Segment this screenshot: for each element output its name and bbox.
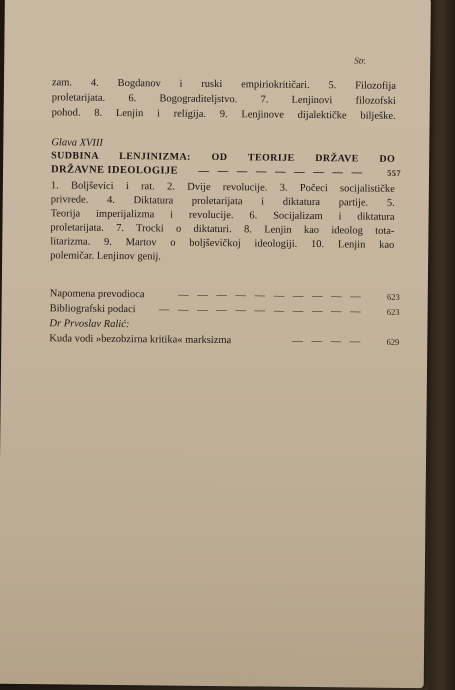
toc-text-line: proletarijata. 6. Bogograditeljstvo. 7. Lenjinovi filozofski bbox=[51, 92, 396, 107]
toc-entry-title: Bibliografski podaci bbox=[49, 303, 136, 316]
toc-text-line: privrede. 4. Diktatura proletarijata i diktatura partije. 5. bbox=[50, 194, 395, 209]
toc-text-line: Teorija imperijalizma i revolucije. 6. Socijalizam i diktatura bbox=[50, 208, 395, 223]
toc-text-line: zam. 4. Bogdanov i ruski empiriokritičari. 5. Filozofija bbox=[51, 77, 397, 92]
page-edge bbox=[428, 0, 455, 690]
leader-dashes: — — — — — — — — — bbox=[198, 165, 366, 179]
toc-text-line: 1. Boljševici i rat. 2. Dvije revolucije. 3. Počeci socijalističke bbox=[50, 180, 395, 195]
page-number: 623 bbox=[386, 291, 400, 302]
epilogue-author: Dr Prvoslav Ralić: bbox=[49, 318, 130, 331]
leader-dashes: — — — — — — — — — — bbox=[178, 289, 364, 303]
chapter-title-continued: DRŽAVNE IDEOLOGIJE bbox=[51, 164, 179, 177]
toc-entry bbox=[49, 287, 400, 303]
toc-text-line: pohod. 8. Lenjin i religija. 9. Lenjinove dijalektičke bilješke. bbox=[51, 107, 396, 122]
toc-text-line: litarizma. 9. Martov o boljševičkoj ideologiji. 10. Lenjin kao bbox=[50, 236, 395, 251]
page-number: 557 bbox=[387, 167, 402, 178]
leader-dashes: — — — — bbox=[292, 335, 364, 348]
toc-entry-title: Kuda vodi »bezobzirna kritika« marksizma bbox=[49, 333, 232, 347]
leader-dashes: — — — — — — — — — — — bbox=[158, 304, 364, 318]
page-column-label: Str. bbox=[354, 55, 367, 66]
toc-text-line: polemičar. Lenjinov genij. bbox=[50, 250, 162, 263]
page-number: 623 bbox=[386, 306, 400, 317]
toc-entry-title: Napomena prevodioca bbox=[49, 288, 145, 301]
chapter-title: SUDBINA LENJINIZMA: OD TEORIJE DRŽAVE DO bbox=[51, 150, 396, 165]
chapter-label: Glava XVIII bbox=[51, 137, 104, 149]
page-number: 629 bbox=[386, 336, 400, 347]
toc-text-line: proletarijata. 7. Trocki o diktaturi. 8. Lenjin kao ideolog tota- bbox=[50, 222, 395, 237]
